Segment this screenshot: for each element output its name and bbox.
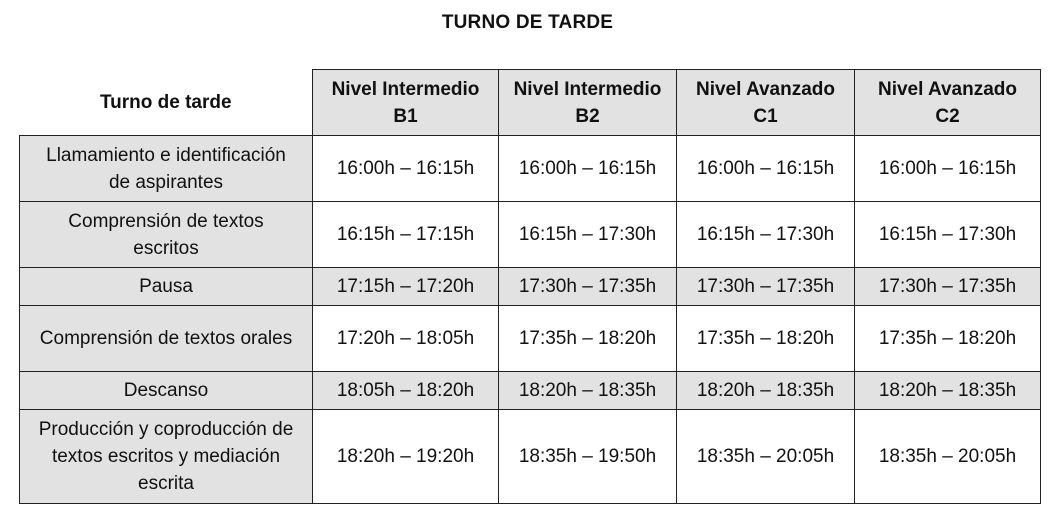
table-row [20, 202, 1041, 268]
row-label [20, 136, 313, 202]
row-label-line: escrita [138, 473, 194, 494]
time-cell: 18:35h – 20:05h [855, 410, 1041, 504]
time-cell: 16:00h – 16:15h [313, 136, 499, 202]
time-cell: 18:35h – 20:05h [677, 410, 855, 504]
time-cell: 17:35h – 18:20h [855, 306, 1041, 372]
time-cell: 18:20h – 18:35h [499, 372, 677, 410]
row-label-line: Llamamiento e identificación [46, 144, 286, 166]
column-header-line: Nivel Intermedio [513, 78, 662, 100]
column-header-b2 [499, 70, 677, 136]
time-cell: 17:15h – 17:20h [313, 268, 499, 306]
table-row [20, 306, 1041, 372]
time-cell: 18:20h – 18:35h [677, 372, 855, 410]
time-cell: 17:35h – 18:20h [499, 306, 677, 372]
corner-header: Turno de tarde [20, 70, 313, 136]
time-cell: 17:30h – 17:35h [677, 268, 855, 306]
column-header-c1 [677, 70, 855, 136]
time-cell: 17:30h – 17:35h [855, 268, 1041, 306]
table-row [20, 136, 1041, 202]
time-cell: 16:15h – 17:30h [677, 202, 855, 268]
time-cell: 18:35h – 19:50h [499, 410, 677, 504]
row-label-line: de aspirantes [108, 171, 224, 193]
table-row [20, 268, 1041, 306]
header-row [20, 70, 1041, 136]
time-cell: 16:15h – 17:15h [313, 202, 499, 268]
row-label: Pausa [20, 268, 313, 306]
column-header-line: Nivel Avanzado [877, 78, 1018, 100]
time-cell: 16:00h – 16:15h [677, 136, 855, 202]
column-header-level: C1 [753, 105, 778, 127]
column-header-level: B2 [575, 105, 600, 127]
time-cell: 16:15h – 17:30h [499, 202, 677, 268]
time-cell: 17:35h – 18:20h [677, 306, 855, 372]
table-row [20, 410, 1041, 504]
page-title: TURNO DE TARDE [441, 12, 614, 33]
row-label-line: Comprensión de textos [68, 210, 264, 232]
column-header-level: C2 [935, 105, 960, 127]
column-header-line: Nivel Intermedio [331, 78, 480, 100]
row-label: Comprensión de textos orales [20, 306, 313, 372]
time-cell: 16:00h – 16:15h [855, 136, 1041, 202]
schedule-table [19, 69, 1041, 504]
column-header-b1 [313, 70, 499, 136]
row-label-line: Producción y coproducción de [38, 419, 294, 440]
row-label-line: escritos [133, 237, 199, 259]
column-header-line: Nivel Avanzado [695, 78, 836, 100]
time-cell: 17:20h – 18:05h [313, 306, 499, 372]
time-cell: 16:00h – 16:15h [499, 136, 677, 202]
table-row [20, 372, 1041, 410]
column-header-c2 [855, 70, 1041, 136]
time-cell: 18:20h – 18:35h [855, 372, 1041, 410]
time-cell: 16:15h – 17:30h [855, 202, 1041, 268]
time-cell: 17:30h – 17:35h [499, 268, 677, 306]
row-label: Descanso [20, 372, 313, 410]
row-label [20, 202, 313, 268]
time-cell: 18:05h – 18:20h [313, 372, 499, 410]
time-cell: 18:20h – 19:20h [313, 410, 499, 504]
row-label [20, 410, 313, 504]
column-header-level: B1 [393, 105, 418, 127]
row-label-line: textos escritos y mediación [51, 446, 281, 467]
